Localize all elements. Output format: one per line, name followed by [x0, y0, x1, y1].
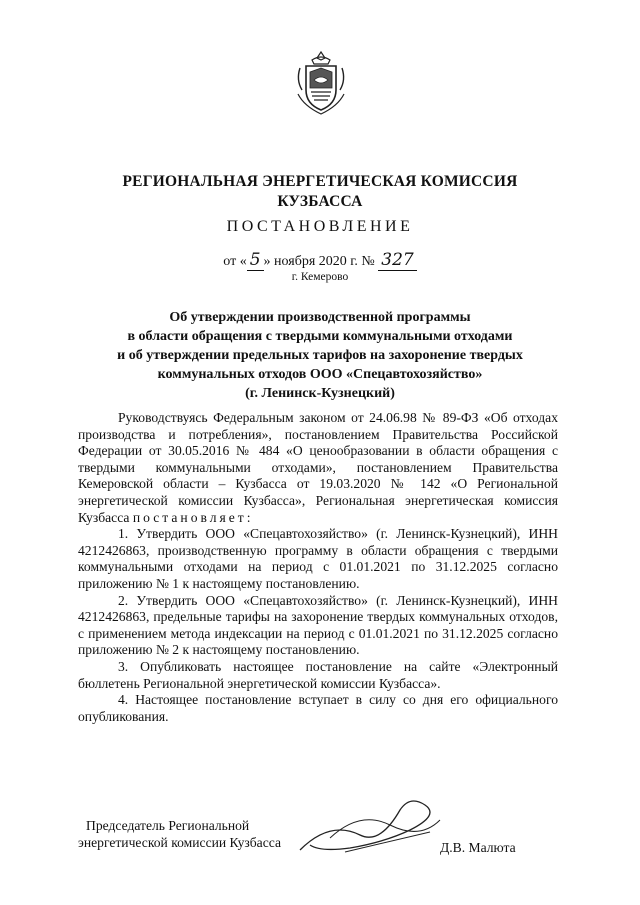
organization-name — [110, 172, 530, 212]
decides-word: постановляет: — [132, 509, 254, 525]
item-4: 4. Настоящее постановление вступает в силу со дня его официального опубликования. — [78, 692, 558, 724]
handwritten-signature — [290, 790, 450, 870]
date-middle: » ноября 2020 г. № — [263, 254, 375, 269]
signatory-position — [78, 817, 281, 851]
kuzbass-coat-of-arms-icon — [294, 50, 348, 116]
city: г. Кемерово — [291, 271, 349, 283]
title-line1: Об утверждении производственной программы — [169, 310, 471, 325]
document-number: 327 — [378, 250, 416, 271]
organization-name-line2: КУЗБАССА — [277, 193, 363, 210]
signatory-name: Д.В. Малюта — [440, 840, 516, 855]
signatory-position-line2: энергетической комиссии Кузбасса — [78, 835, 281, 850]
item-3: 3. Опубликовать настоящее постановление на сайте «Электронный бюллетень Региональной энергетической комиссии Кузбасса». — [78, 658, 558, 691]
preamble-paragraph — [78, 410, 558, 526]
item-1: 1. Утвердить ООО «Спецавтохозяйство» (г. Ленинск-Кузнецкий), ИНН 4212426863, производственную программу в области обращения с твердыми коммунальными отходами на период с 01.01.2021 по 31.12.2025 согласно приложению № 1 к настоящему постановлению. — [78, 526, 558, 591]
title-line3: и об утверждении предельных тарифов на захоронение твердых — [117, 348, 523, 363]
document-body — [78, 410, 558, 725]
title-line4: коммунальных отходов ООО «Спецавтохозяйство» — [157, 367, 483, 382]
signatory-position-line1: Председатель Региональной — [86, 818, 250, 833]
organization-name-line1: РЕГИОНАЛЬНАЯ ЭНЕРГЕТИЧЕСКАЯ КОМИССИЯ — [122, 173, 518, 190]
title-line2: в области обращения с твердыми коммунальными отходами — [127, 329, 513, 344]
document-title — [90, 308, 550, 403]
date-prefix: от « — [223, 254, 247, 269]
item-2: 2. Утвердить ООО «Спецавтохозяйство» (г. Ленинск-Кузнецкий), ИНН 4212426863, предельные тарифы на захоронение твердых коммунальных отходов, с применением метода индексации на период с 01.01.2021 по 31.12.2025 согласно приложению № 2 к настоящему постановлению. — [78, 592, 558, 658]
date-day: 5 — [247, 250, 264, 271]
document-type: ПОСТАНОВЛЕНИЕ — [226, 218, 414, 235]
title-line5: (г. Ленинск-Кузнецкий) — [245, 386, 395, 401]
document-date-number — [0, 250, 640, 270]
preamble-text: Руководствуясь Федеральным законом от 24.06.98 № 89-ФЗ «Об отходах производства и потребления», постановлением Правительства Российской Федерации от 30.05.2016 № 484 «О ценообразовании в области обращения с твердыми коммунальными отходами», постановлением Правительства Кемеровской области – Кузбасса от 19.03.2020 № 142 «О Региональной энергетической комиссии Кузбасса», Региональная энергетическая комиссия Кузбасса — [78, 410, 558, 525]
